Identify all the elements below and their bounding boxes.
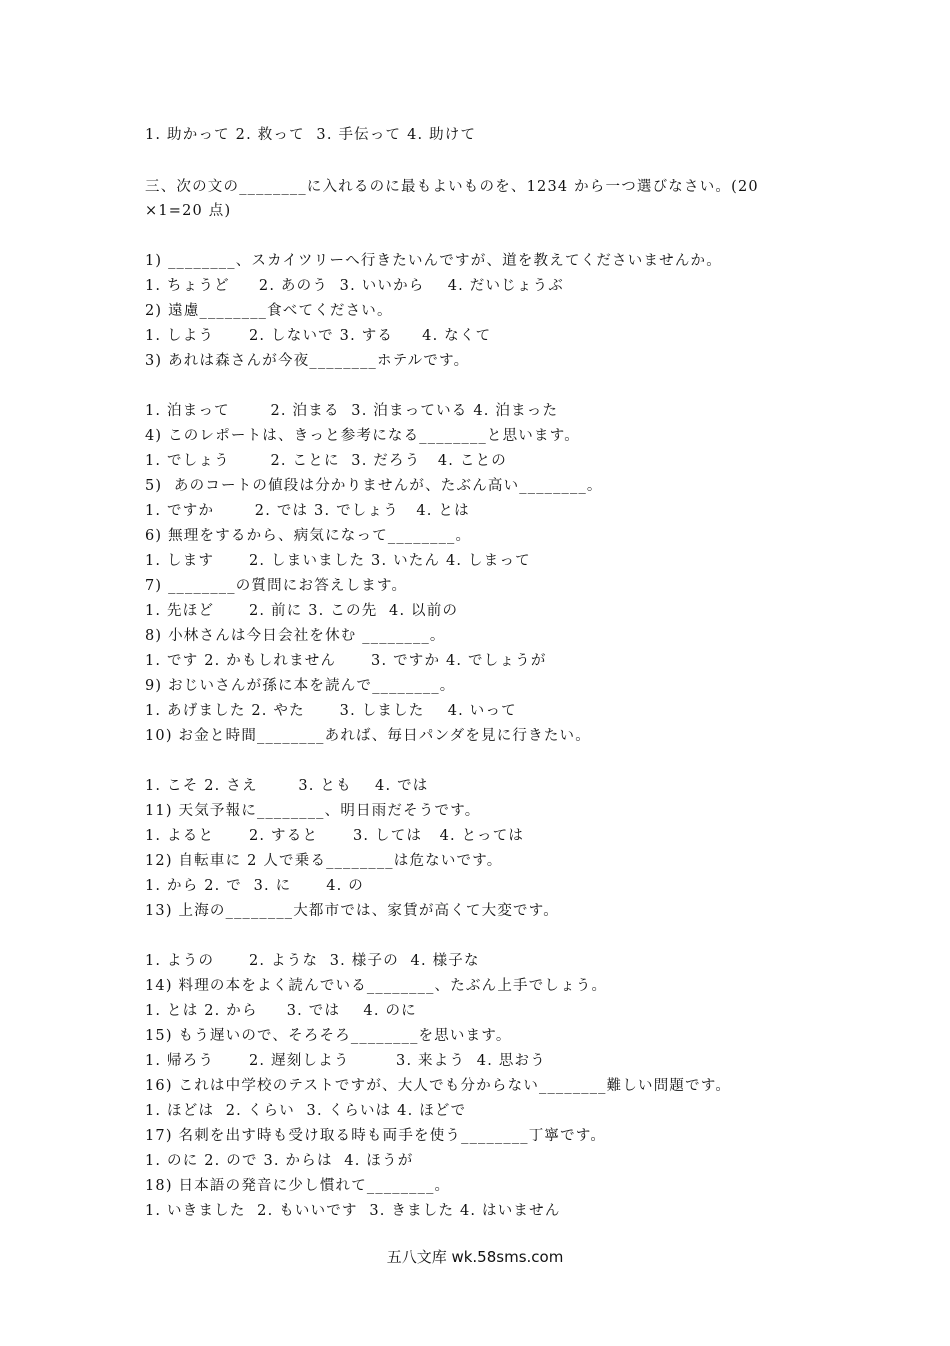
question-17: 17) 名刺を出す時も受け取る時も両手を使う________丁寧です。 [145, 1128, 607, 1144]
options-13: 1. ようの 2. ような 3. 様子の 4. 様子な [145, 953, 480, 969]
question-6: 6) 無理をするから、病気になって________。 [145, 528, 472, 544]
question-13: 13) 上海の________大都市では、家賃が高くて大変です。 [145, 903, 559, 919]
question-9: 9) おじいさんが孫に本を読んで________。 [145, 678, 456, 694]
question-16: 16) これは中学校のテストですが、大人でも分からない________難しい問題です。 [145, 1078, 732, 1094]
question-7: 7) ________の質問にお答えします。 [145, 578, 408, 594]
options-7: 1. 先ほど 2. 前に 3. この先 4. 以前の [145, 603, 459, 619]
options-12: 1. から 2. で 3. に 4. の [145, 878, 364, 894]
question-3: 3) あれは森さんが今夜________ホテルです。 [145, 353, 470, 369]
section-heading: 三、次の文の________に入れるのに最もよいものを、1234 から一つ選びなさい。(20 [145, 179, 759, 195]
options-2: 1. しよう 2. しないで 3. する 4. なくて [145, 328, 492, 344]
footer-watermark: 五八文库 wk.58sms.com [386, 1248, 564, 1266]
options-9: 1. あげました 2. やた 3. しました 4. いって [145, 703, 517, 719]
options-17: 1. のに 2. ので 3. からは 4. ほうが [145, 1153, 414, 1169]
question-11: 11) 天気予報に________、明日雨だそうです。 [145, 803, 481, 819]
options-18: 1. いきました 2. もいいです 3. きました 4. はいません [145, 1203, 561, 1219]
question-18: 18) 日本語の発音に少し慣れて________。 [145, 1178, 451, 1194]
question-10: 10) お金と時間________あれば、毎日パンダを見に行きたい。 [145, 728, 591, 744]
question-1: 1) ________、スカイツリーへ行きたいんですが、道を教えてくださいませんか。 [145, 253, 722, 269]
question-14: 14) 料理の本をよく読んでいる________、たぶん上手でしょう。 [145, 978, 608, 994]
options-8: 1. です 2. かもしれません 3. ですか 4. でしょうが [145, 653, 547, 669]
options-6: 1. します 2. しまいました 3. いたん 4. しまって [145, 553, 531, 569]
options-3: 1. 泊まって 2. 泊まる 3. 泊まっている 4. 泊まった [145, 403, 559, 419]
section-heading-cont: ×1=20 点) [145, 203, 232, 219]
question-8: 8) 小林さんは今日会社を休む ________。 [145, 628, 446, 644]
question-15: 15) もう遅いので、そろそろ________を思います。 [145, 1028, 512, 1044]
question-2: 2) 遠慮________食べてください。 [145, 303, 393, 319]
options-10: 1. こそ 2. さえ 3. とも 4. では [145, 778, 429, 794]
options-15: 1. 帰ろう 2. 遅刻しよう 3. 来よう 4. 思おう [145, 1053, 546, 1069]
options-11: 1. よると 2. すると 3. しては 4. とっては [145, 828, 525, 844]
options-5: 1. ですか 2. では 3. でしょう 4. とは [145, 503, 470, 519]
answer-options-line: 1. 助かって 2. 救って 3. 手伝って 4. 助けて [145, 127, 477, 143]
question-4: 4) このレポートは、きっと参考になる________と思います。 [145, 428, 580, 444]
question-5: 5) あのコートの値段は分かりませんが、たぶん高い________。 [145, 478, 603, 494]
options-4: 1. でしょう 2. ことに 3. だろう 4. ことの [145, 453, 507, 469]
options-14: 1. とは 2. から 3. では 4. のに [145, 1003, 417, 1019]
options-16: 1. ほどは 2. くらい 3. くらいは 4. ほどで [145, 1103, 467, 1119]
options-1: 1. ちょうど 2. あのう 3. いいから 4. だいじょうぶ [145, 278, 564, 294]
question-12: 12) 自転車に 2 人で乗る________は危ないです。 [145, 853, 503, 869]
